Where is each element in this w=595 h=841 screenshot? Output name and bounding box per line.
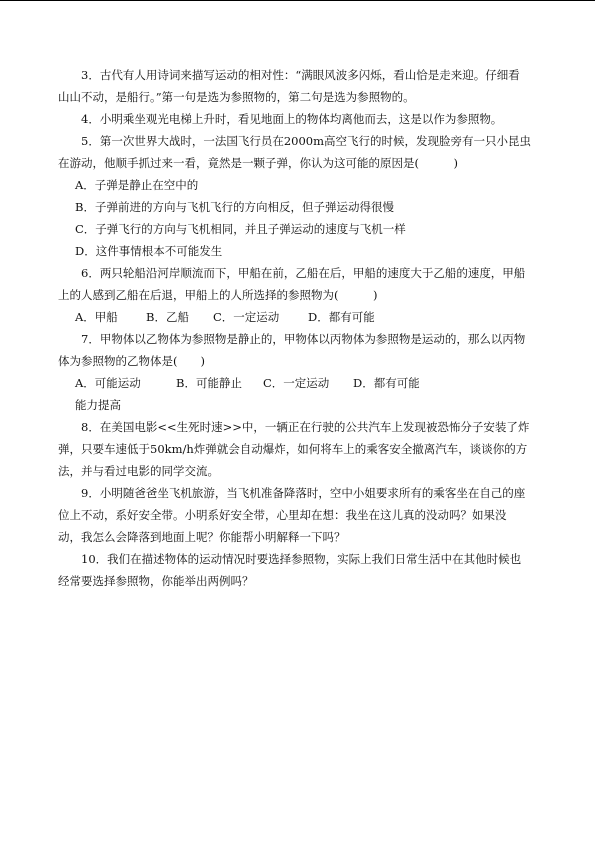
question-6-option-b: B．乙船 bbox=[146, 310, 189, 324]
question-6-option-a: A．甲船 bbox=[75, 310, 118, 324]
question-10-line-2: 经常要选择参照物，你能举出两例吗？ bbox=[58, 574, 254, 588]
question-7-line-1: 7．甲物体以乙物体为参照物是静止的，甲物体以丙物体为参照物是运动的，那么以丙物 bbox=[81, 332, 526, 346]
question-4-line-1: 4．小明乘坐观光电梯上升时，看见地面上的物体均离他而去，这是以作为参照物。 bbox=[81, 112, 503, 126]
header-rule bbox=[0, 0, 595, 1]
question-3 bbox=[58, 64, 538, 108]
question-8-line-3: 法，并与看过电影的同学交流。 bbox=[58, 464, 219, 478]
question-8-line-2: 弹，只要车速低于50km/h炸弹就会自动爆炸，如何将车上的乘客安全撤离汽车，谈谈你的方 bbox=[58, 442, 528, 456]
section-heading: 能力提高 bbox=[75, 398, 121, 412]
question-7-option-d: D．都有可能 bbox=[353, 376, 420, 390]
question-10 bbox=[58, 548, 538, 592]
question-3-line-2: 山山不动，是船行。”第一句是选为参照物的，第二句是选为参照物的。 bbox=[58, 90, 415, 104]
question-7-option-b: B．可能静止 bbox=[176, 376, 242, 390]
question-5-line-1: 5．第一次世界大战时，一法国飞行员在2000m高空飞行的时候，发现脸旁有一只小昆虫 bbox=[81, 134, 531, 148]
question-8-line-1: 8．在美国电影<<生死时速>>中，一辆正在行驶的公共汽车上发现被恐怖分子安装了炸 bbox=[81, 420, 530, 434]
question-7-option-c: C．一定运动 bbox=[263, 376, 330, 390]
question-6-option-c: C．一定运动 bbox=[213, 310, 280, 324]
question-6 bbox=[58, 262, 538, 328]
question-7 bbox=[58, 328, 538, 394]
question-5-option-a: A．子弹是静止在空中的 bbox=[75, 178, 199, 192]
question-9-line-2: 位上不动，系好安全带。小明系好安全带，心里却在想：我坐在这儿真的没动吗？如果没 bbox=[58, 508, 507, 522]
question-5-option-b: B．子弹前进的方向与飞机飞行的方向相反，但子弹运动得很慢 bbox=[75, 200, 394, 214]
question-10-line-1: 10．我们在描述物体的运动情况时要选择参照物，实际上我们日常生活中在其他时候也 bbox=[81, 552, 522, 566]
question-5-line-2: 在游动，他顺手抓过来一看，竟然是一颗子弹，你认为这可能的原因是( ) bbox=[58, 156, 458, 170]
question-7-option-a: A．可能运动 bbox=[75, 376, 141, 390]
question-6-option-d: D．都有可能 bbox=[308, 310, 375, 324]
question-5 bbox=[58, 130, 538, 262]
worksheet-body bbox=[58, 64, 538, 592]
question-8 bbox=[58, 416, 538, 482]
question-6-line-1: 6．两只轮船沿河岸顺流而下，甲船在前，乙船在后，甲船的速度大于乙船的速度，甲船 bbox=[81, 266, 526, 280]
question-9-line-1: 9．小明随爸爸坐飞机旅游，当飞机准备降落时，空中小姐要求所有的乘客坐在自己的座 bbox=[81, 486, 526, 500]
question-3-line-1: 3．古代有人用诗词来描写运动的相对性：“满眼风波多闪烁，看山恰是走来迎。仔细看 bbox=[81, 68, 520, 82]
question-9-line-3: 动，我怎么会降落到地面上呢？你能帮小明解释一下吗？ bbox=[58, 530, 346, 544]
question-7-options bbox=[58, 372, 538, 394]
question-5-option-c: C．子弹飞行的方向与飞机相同，并且子弹运动的速度与飞机一样 bbox=[75, 222, 406, 236]
question-5-option-d: D．这件事情根本不可能发生 bbox=[75, 244, 223, 258]
question-6-options bbox=[58, 306, 538, 328]
question-6-line-2: 上的人感到乙船在后退，甲船上的人所选择的参照物为( ) bbox=[58, 288, 378, 302]
question-9 bbox=[58, 482, 538, 548]
question-4 bbox=[58, 108, 538, 130]
question-7-line-2: 体为参照物的乙物体是( ) bbox=[58, 354, 205, 368]
